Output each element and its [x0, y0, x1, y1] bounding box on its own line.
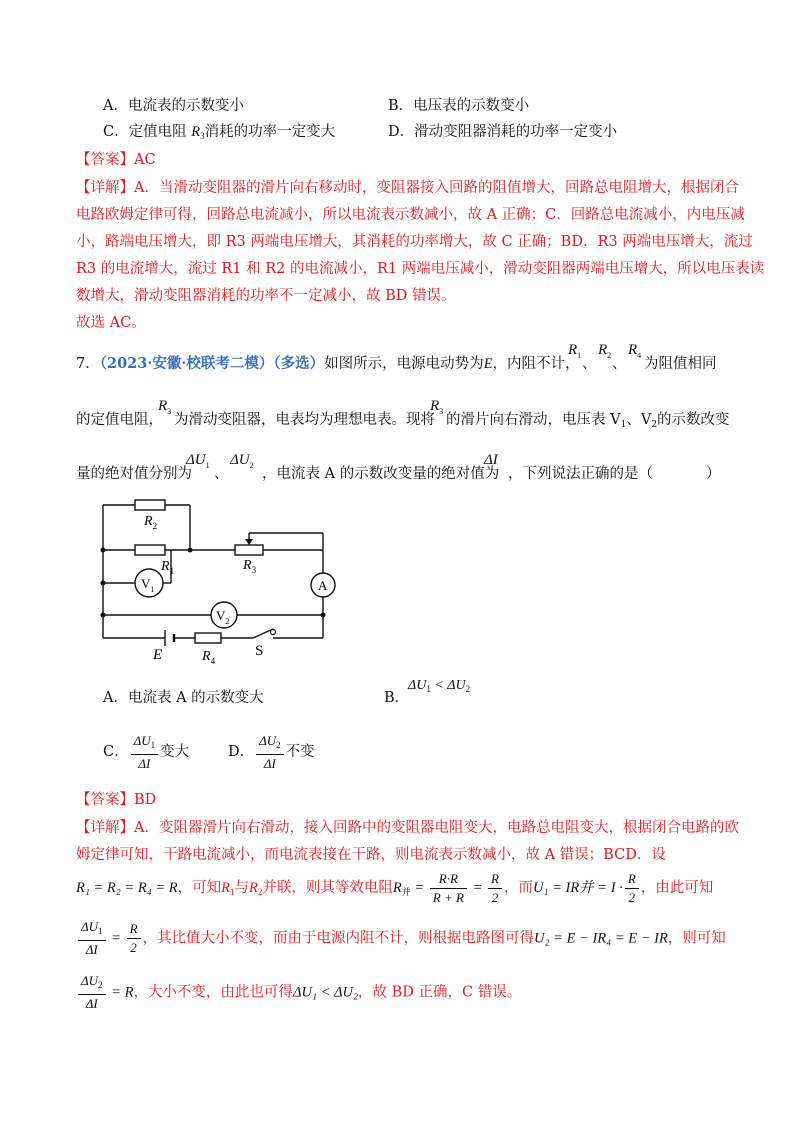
q7-stem-3b: 、 — [214, 466, 229, 482]
q7-detail-3e: ，由此可知 — [640, 880, 714, 896]
q7-stem-dU1-var: ΔU — [186, 452, 206, 468]
q7-detail-3a: ，可知 — [177, 880, 222, 896]
q7-number: 7． — [76, 356, 100, 372]
q7-option-d-num: ΔU — [259, 732, 277, 748]
q7-option-b[interactable] — [384, 688, 409, 708]
label-V2: $V_2$ — [216, 608, 230, 626]
q7-option-b-dU: ΔU — [408, 678, 427, 693]
eq-ratio-1-value: $\frac{R}{2}$ — [127, 920, 141, 957]
q7-stem-R1-sub: 1 — [577, 351, 582, 360]
q7-detail-label: 【详解】 — [76, 820, 134, 836]
q6-option-b[interactable]: B．电压表的示数变小 — [388, 98, 530, 114]
q6-detail-label: 【详解】 — [76, 180, 134, 196]
q7-stem-3d: ，下列说法正确的是（ — [508, 466, 653, 482]
eq-ratio-2-value: R — [124, 984, 134, 1001]
q7-detail-3b: 与 — [234, 880, 250, 896]
eq-U1: U₁ = IR并 = I · — [532, 880, 623, 896]
q7-detail-4a: ，其比值大小不变，而由于电源内阻不计，则根据电路图可得 — [142, 930, 535, 947]
q7-stem-R3b-var: R — [430, 398, 440, 414]
q7-stem-dU1-sub: 1 — [205, 461, 210, 470]
q7-stem-R1 — [568, 342, 581, 360]
q7-stem-2d: 、V — [626, 412, 652, 428]
q7-stem-E: E — [483, 356, 493, 372]
q6-detail-line-4: R3 的电流增大，流过 R1 和 R2 的电流减小，R1 两端电压减小，滑动变阻器两端电压增大，所以电压表读 — [76, 261, 765, 277]
label-S: S — [255, 643, 264, 659]
q7-answer: 【答案】BD — [76, 792, 157, 808]
q7-option-c-num-sub: 1 — [150, 739, 156, 750]
eq-compare: ΔU₁ < ΔU₂ — [292, 984, 359, 1001]
q7-option-c-num: ΔU — [133, 732, 151, 748]
q7-detail-line-3 — [76, 868, 713, 908]
q7-stem-sep-2: 、 — [612, 356, 627, 372]
q6-detail-line-3: 小，路端电压增大，即 R3 两端电压增大，其消耗的功率增大，故 C 正确；BD．R3 两端电压增大，流过 — [76, 234, 753, 250]
q7-stem-R4 — [628, 342, 641, 360]
q6-option-a[interactable]: A．电流表的示数变小 — [103, 98, 244, 114]
q6-detail-line-5: 数增大，滑动变阻器消耗的功率不一定减小，故 BD 错误。 — [76, 288, 456, 304]
q7-option-b-expr — [408, 676, 470, 699]
q7-option-c-fraction — [131, 732, 159, 773]
q7-option-c-label: C． — [103, 744, 129, 760]
q7-option-b-dU2: ΔU — [447, 678, 466, 693]
q7-stem-R3-var: R — [158, 398, 168, 414]
q7-stem-R3 — [158, 398, 171, 416]
junction-dot — [101, 548, 106, 553]
label-E: E — [153, 647, 163, 663]
q7-stem-dI: ΔI — [484, 452, 498, 468]
q7-stem-1e: 为阻值相同 — [644, 356, 717, 372]
q6-option-c-sub: 3 — [200, 131, 205, 141]
q7-option-c-tail: 变大 — [160, 744, 190, 760]
q6-option-c-text: C．定值电阻 — [103, 124, 192, 140]
q7-option-c-den: ΔI — [138, 755, 151, 771]
q7-stem-R4-sub: 4 — [637, 351, 642, 360]
q7-stem-V2-sub: 2 — [651, 420, 658, 430]
eq-R-equal: R₁ = R₂ = R₄ = R — [76, 880, 178, 896]
junction-dot — [101, 613, 106, 618]
eq-ratio-1-eq: = — [107, 930, 125, 947]
q7-stem-R4-var: R — [628, 342, 638, 358]
q6-option-d[interactable]: D．滑动变阻器消耗的功率一定变小 — [388, 124, 618, 140]
eq-ratio-2-eq: = — [107, 984, 125, 1001]
q7-stem-2a: 的定值电阻， — [76, 412, 163, 428]
eq-U1-fraction: $\frac{R}{2}$ — [625, 870, 639, 907]
eq-equals: = — [468, 880, 486, 896]
q7-stem-3a: 量的绝对值分别为 — [76, 466, 192, 482]
eq-ratio-1: $\frac{\Delta U_1}{\Delta I}$ — [78, 918, 106, 959]
eq-R-bing: $R_并$ = — [392, 880, 428, 897]
q7-stem-dU2-var: ΔU — [230, 452, 250, 468]
q7-detail-4b: ，则可知 — [667, 930, 726, 947]
q7-stem-2c-text: 的滑片向右滑动，电压表 V — [446, 412, 621, 428]
q7-stem-V1-sub: 1 — [620, 420, 627, 430]
q7-stem-R3-sub: 3 — [167, 407, 172, 416]
q7-stem-R3b-sub: 3 — [439, 407, 444, 416]
q7-stem-2c — [446, 410, 730, 435]
junction-dot — [188, 548, 193, 553]
resistor-R4 — [195, 633, 221, 643]
label-R3: $R_3$ — [243, 558, 257, 575]
label-R4: $R_4$ — [202, 649, 216, 666]
resistor-R1 — [135, 545, 165, 555]
q7-stem-R2 — [598, 342, 611, 360]
q7-detail-text-1: A．变阻器滑片向右滑动，接入回路中的变阻器电阻变大，电路总电阻变大，根据闭合电路的欧 — [134, 820, 739, 836]
q7-option-b-sub1: 1 — [426, 684, 431, 694]
resistor-R3 — [235, 545, 263, 555]
slider-arrow-icon — [245, 539, 253, 545]
q7-stem-1b: ，内阻不计， — [492, 356, 580, 372]
q7-stem-1a: 如图所示，电源电动势为 — [324, 356, 484, 372]
q6-option-c-tail: 消耗的功率一定变大 — [204, 124, 336, 140]
resistor-R2 — [135, 500, 165, 510]
q7-option-d-label: D． — [228, 744, 255, 760]
q7-stem-2b: 为滑动变阻器，电表均为理想电表。现将 — [174, 412, 435, 428]
q7-stem-R2-sub: 2 — [607, 351, 612, 360]
q6-conclusion: 故选 AC。 — [76, 315, 146, 331]
q7-stem-dU2-sub: 2 — [249, 461, 254, 470]
label-R1: $R_1$ — [161, 559, 175, 576]
q6-option-c-var: R — [191, 124, 201, 140]
q7-stem-2e: 的示数改变 — [657, 412, 730, 428]
q7-option-d-num-sub: 2 — [276, 739, 281, 750]
eq-U2: U₂ = E − IR₄ = E − IR — [534, 930, 668, 947]
q7-source: （2023·安徽·校联考二模）（多选） — [99, 355, 325, 372]
q7-stem-dU1 — [186, 452, 210, 470]
q7-stem-line-1 — [76, 354, 580, 374]
eq-ratio-2: $\frac{\Delta U_2}{\Delta I}$ — [78, 972, 106, 1013]
eq-R-half: $\frac{R}{2}$ — [488, 870, 502, 907]
q7-option-b-sub2: 2 — [465, 684, 471, 694]
q7-detail-line-4 — [76, 918, 726, 958]
label-V1: $V_1$ — [141, 576, 155, 594]
q7-detail-3d: ，而 — [503, 880, 533, 896]
q7-option-b-lt: < — [430, 678, 448, 693]
q7-detail-line-1 — [76, 818, 739, 838]
q7-stem-R3b — [430, 398, 443, 416]
q6-detail-text-1: A．当滑动变阻器的滑片向右移动时，变阻器接入回路的阻值增大，回路总电阻增大，根据闭合 — [134, 180, 739, 196]
q7-detail-5b: ，故 BD 正确，C 错误。 — [358, 984, 522, 1001]
junction-dot — [101, 581, 106, 586]
q7-stem-R2-var: R — [598, 342, 608, 358]
q7-stem-dU2 — [230, 452, 254, 470]
eq-par-fraction: $\frac{R\cdot R}{R + R}$ — [430, 870, 467, 907]
q6-detail-line-2: 电路欧姆定律可得，回路总电流减小，所以电流表示数减小，故 A 正确；C．回路总电流减小，内电压减 — [76, 207, 745, 223]
q7-option-d-den: ΔI — [263, 755, 276, 771]
q6-option-c[interactable] — [103, 122, 335, 146]
q7-option-d[interactable] — [228, 730, 315, 774]
q7-detail-line-5 — [76, 972, 521, 1012]
q7-stem-R1-var: R — [568, 342, 578, 358]
switch-contact-icon — [271, 630, 276, 635]
q7-detail-R2: $R_2$ — [249, 880, 263, 897]
q6-answer: 【答案】AC — [76, 152, 156, 168]
circuit-diagram — [95, 495, 340, 670]
q7-stem-3e: ） — [706, 466, 721, 482]
q7-stem-3c: ，电流表 A 的示数改变量的绝对值为 — [262, 466, 500, 482]
q7-option-b-label: B． — [384, 690, 410, 706]
q7-option-a[interactable]: A．电流表 A 的示数变大 — [103, 690, 264, 706]
label-A: A — [318, 578, 328, 593]
q7-detail-R1: $R_1$ — [221, 880, 235, 897]
label-R2: $R_2$ — [144, 514, 158, 531]
q7-option-c[interactable] — [103, 730, 189, 774]
junction-dot — [321, 613, 326, 618]
q7-detail-3c: 并联，则其等效电阻 — [262, 880, 393, 896]
q7-stem-sep-1: 、 — [582, 356, 597, 372]
q7-option-d-fraction — [256, 732, 284, 773]
q7-option-d-tail: 不变 — [285, 744, 315, 760]
q7-detail-5a: ，大小不变，由此也可得 — [133, 984, 293, 1001]
q7-detail-line-2: 姆定律可知，干路电流减小，而电流表接在干路，则电流表示数减小，故 A 错误；BCD．设 — [76, 847, 666, 863]
q6-detail-line-1 — [76, 178, 739, 198]
